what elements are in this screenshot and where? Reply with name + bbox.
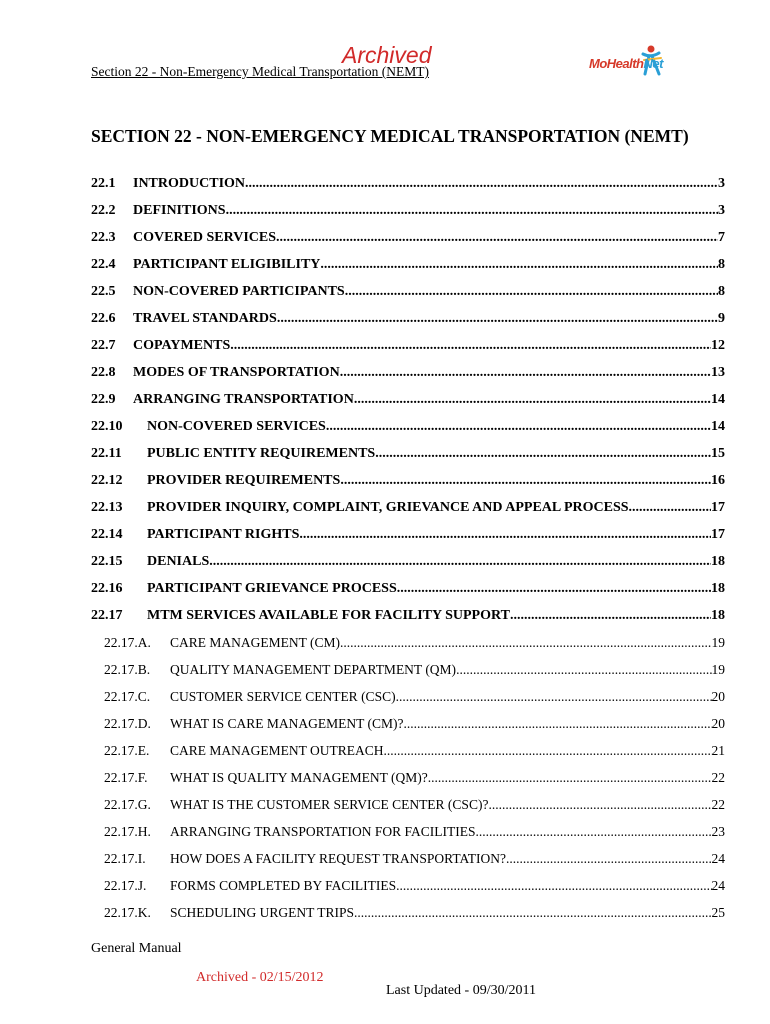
toc-entry[interactable] xyxy=(91,365,725,383)
toc-entry-page: 12 xyxy=(711,338,725,353)
toc-entry-title: PARTICIPANT ELIGIBILITY xyxy=(133,257,321,272)
toc-entry-page: 18 xyxy=(711,581,725,596)
toc-entry-title: CUSTOMER SERVICE CENTER (CSC) xyxy=(170,689,396,704)
toc-entry-number: 22.17.I. xyxy=(104,851,146,866)
toc-entry-number: 22.17.F. xyxy=(104,770,148,785)
toc-entry[interactable] xyxy=(91,473,725,491)
toc-entry-number: 22.17.K. xyxy=(104,905,151,920)
toc-leader-dots xyxy=(354,392,711,408)
logo-text-net: Net xyxy=(643,56,663,71)
toc-entry-page: 24 xyxy=(711,851,725,866)
toc-leader-dots xyxy=(510,608,711,624)
toc-entry-page: 22 xyxy=(711,770,725,785)
toc-entry[interactable] xyxy=(91,770,725,788)
toc-entry-title: NON-COVERED PARTICIPANTS xyxy=(133,284,345,299)
toc-entry-title: PARTICIPANT GRIEVANCE PROCESS xyxy=(147,581,397,596)
toc-leader-dots xyxy=(629,500,711,516)
toc-entry-number: 22.12 xyxy=(91,473,123,488)
toc-entry-number: 22.17.E. xyxy=(104,743,150,758)
toc-entry-title: SCHEDULING URGENT TRIPS xyxy=(170,905,355,920)
toc-entry-title: QUALITY MANAGEMENT DEPARTMENT (QM) xyxy=(170,662,457,677)
toc-leader-dots xyxy=(277,311,718,327)
toc-entry-number: 22.16 xyxy=(91,581,123,596)
toc-entry[interactable] xyxy=(91,230,725,248)
page-title: SECTION 22 - NON-EMERGENCY MEDICAL TRANSPORTATION (NEMT) xyxy=(91,126,689,146)
toc-entry-page: 18 xyxy=(711,554,725,569)
toc-entry-page: 7 xyxy=(718,230,725,245)
toc-entry-number: 22.10 xyxy=(91,419,123,434)
toc-entry-number: 22.9 xyxy=(91,392,116,407)
toc-entry-number: 22.17.C. xyxy=(104,689,151,704)
toc-leader-dots xyxy=(209,554,711,570)
logo-text-mo: MoHealth xyxy=(589,56,644,71)
toc-entry-title: COVERED SERVICES xyxy=(133,230,277,245)
toc-entry[interactable] xyxy=(91,851,725,869)
toc-entry-page: 17 xyxy=(711,527,725,542)
toc-entry-page: 22 xyxy=(711,797,725,812)
toc-entry[interactable] xyxy=(91,581,725,599)
toc-entry-number: 22.17.A. xyxy=(104,635,151,650)
toc-leader-dots xyxy=(384,743,712,759)
toc-entry-page: 15 xyxy=(711,446,725,461)
toc-entry-page: 14 xyxy=(711,392,725,407)
toc-entry[interactable] xyxy=(91,500,725,518)
toc-entry-page: 21 xyxy=(711,743,725,758)
toc-entry[interactable] xyxy=(91,716,725,734)
toc-leader-dots xyxy=(488,797,711,813)
toc-entry-page: 25 xyxy=(711,905,725,920)
toc-entry[interactable] xyxy=(91,878,725,896)
toc-entry[interactable] xyxy=(91,797,725,815)
toc-entry-title: PARTICIPANT RIGHTS xyxy=(147,527,300,542)
toc-entry-number: 22.17 xyxy=(91,608,123,623)
toc-leader-dots xyxy=(245,176,718,192)
toc-leader-dots xyxy=(404,716,712,732)
toc-entry-page: 24 xyxy=(711,878,725,893)
toc-entry[interactable] xyxy=(91,419,725,437)
archived-watermark: Archived xyxy=(342,42,432,68)
toc-entry-number: 22.15 xyxy=(91,554,123,569)
toc-entry[interactable] xyxy=(91,392,725,410)
toc-entry-title: WHAT IS CARE MANAGEMENT (CM)? xyxy=(170,716,404,731)
toc-leader-dots xyxy=(340,365,711,381)
toc-entry-number: 22.17.D. xyxy=(104,716,151,731)
toc-entry[interactable] xyxy=(91,662,725,680)
toc-leader-dots xyxy=(320,257,718,273)
toc-entry-number: 22.3 xyxy=(91,230,116,245)
toc-entry-title: PROVIDER REQUIREMENTS xyxy=(147,473,341,488)
toc-entry-number: 22.17.B. xyxy=(104,662,151,677)
toc-leader-dots xyxy=(375,446,711,462)
toc-entry-number: 22.11 xyxy=(91,446,122,461)
toc-entry-page: 3 xyxy=(718,203,725,218)
toc-leader-dots xyxy=(226,203,718,219)
toc-entry-title: DENIALS xyxy=(147,554,210,569)
toc-entry[interactable] xyxy=(91,554,725,572)
toc-entry-page: 14 xyxy=(711,419,725,434)
toc-entry-title: CARE MANAGEMENT OUTREACH xyxy=(170,743,384,758)
toc-leader-dots xyxy=(299,527,711,543)
toc-entry-title: CARE MANAGEMENT (CM) xyxy=(170,635,341,650)
toc-entry-number: 22.14 xyxy=(91,527,123,542)
toc-entry-title: ARRANGING TRANSPORTATION xyxy=(133,392,354,407)
toc-entry-page: 19 xyxy=(711,635,725,650)
toc-entry[interactable] xyxy=(91,311,725,329)
toc-entry-number: 22.4 xyxy=(91,257,116,272)
toc-leader-dots xyxy=(354,905,711,921)
toc-leader-dots xyxy=(340,473,711,489)
toc-entry[interactable] xyxy=(91,338,725,356)
toc-entry-page: 8 xyxy=(718,257,725,272)
toc-entry-number: 22.2 xyxy=(91,203,116,218)
toc-entry-title: PUBLIC ENTITY REQUIREMENTS xyxy=(147,446,376,461)
toc-entry-title: TRAVEL STANDARDS xyxy=(133,311,277,326)
toc-entry-page: 9 xyxy=(718,311,725,326)
toc-entry-page: 20 xyxy=(711,689,725,704)
toc-entry-page: 8 xyxy=(718,284,725,299)
toc-entry-number: 22.8 xyxy=(91,365,116,380)
toc-leader-dots xyxy=(506,851,712,867)
toc-entry-page: 17 xyxy=(711,500,725,515)
toc-entry-page: 13 xyxy=(711,365,725,380)
toc-leader-dots xyxy=(456,662,711,678)
toc-entry-title: HOW DOES A FACILITY REQUEST TRANSPORTATION? xyxy=(170,851,506,866)
toc-entry-page: 19 xyxy=(711,662,725,677)
toc-entry-title: MODES OF TRANSPORTATION xyxy=(133,365,340,380)
toc-entry[interactable] xyxy=(91,689,725,707)
toc-leader-dots xyxy=(397,581,711,597)
toc-entry-number: 22.5 xyxy=(91,284,116,299)
toc-entry-page: 3 xyxy=(718,176,725,191)
toc-entry-title: PROVIDER INQUIRY, COMPLAINT, GRIEVANCE AND APPEAL PROCESS xyxy=(147,500,629,515)
toc-entry-page: 18 xyxy=(711,608,725,623)
toc-entry[interactable] xyxy=(91,635,725,653)
mohealthnet-logo xyxy=(589,44,685,80)
toc-entry-number: 22.17.H. xyxy=(104,824,151,839)
toc-entry-title: FORMS COMPLETED BY FACILITIES xyxy=(170,878,397,893)
toc-entry-number: 22.13 xyxy=(91,500,123,515)
footer-archived-date: Archived - 02/15/2012 xyxy=(196,970,324,985)
toc-entry-title: INTRODUCTION xyxy=(133,176,246,191)
toc-entry-page: 20 xyxy=(711,716,725,731)
toc-entry-title: MTM SERVICES AVAILABLE FOR FACILITY SUPPORT xyxy=(147,608,510,623)
toc-leader-dots xyxy=(340,635,711,651)
toc-leader-dots xyxy=(396,689,712,705)
toc-leader-dots xyxy=(476,824,712,840)
toc-entry-number: 22.17.G. xyxy=(104,797,151,812)
toc-entry-page: 23 xyxy=(711,824,725,839)
toc-leader-dots xyxy=(230,338,711,354)
toc-entry-title: WHAT IS THE CUSTOMER SERVICE CENTER (CSC)? xyxy=(170,797,489,812)
toc-entry[interactable] xyxy=(91,257,725,275)
toc-entry[interactable] xyxy=(91,446,725,464)
toc-entry-title: DEFINITIONS xyxy=(133,203,226,218)
toc-entry-number: 22.7 xyxy=(91,338,116,353)
toc-entry[interactable] xyxy=(91,176,725,194)
footer-manual-name: General Manual xyxy=(91,941,182,956)
toc-leader-dots xyxy=(428,770,712,786)
toc-entry-number: 22.6 xyxy=(91,311,116,326)
toc-leader-dots xyxy=(345,284,718,300)
toc-entry[interactable] xyxy=(91,608,725,626)
footer-last-updated: Last Updated - 09/30/2011 xyxy=(386,983,536,998)
running-header: Section 22 - Non-Emergency Medical Transportation (NEMT) xyxy=(91,64,429,79)
toc-entry-title: COPAYMENTS xyxy=(133,338,231,353)
toc-entry[interactable] xyxy=(91,743,725,761)
toc-leader-dots xyxy=(276,230,718,246)
toc-entry-title: NON-COVERED SERVICES xyxy=(147,419,326,434)
toc-entry-number: 22.1 xyxy=(91,176,116,191)
toc-leader-dots xyxy=(396,878,711,894)
toc-entry[interactable] xyxy=(91,824,725,842)
toc-entry-title: WHAT IS QUALITY MANAGEMENT (QM)? xyxy=(170,770,428,785)
toc-entry[interactable] xyxy=(91,527,725,545)
toc-entry[interactable] xyxy=(91,905,725,923)
toc-leader-dots xyxy=(326,419,711,435)
toc-entry-title: ARRANGING TRANSPORTATION FOR FACILITIES xyxy=(170,824,476,839)
toc-entry[interactable] xyxy=(91,284,725,302)
toc-entry-page: 16 xyxy=(711,473,725,488)
toc-entry-number: 22.17.J. xyxy=(104,878,147,893)
toc-entry[interactable] xyxy=(91,203,725,221)
